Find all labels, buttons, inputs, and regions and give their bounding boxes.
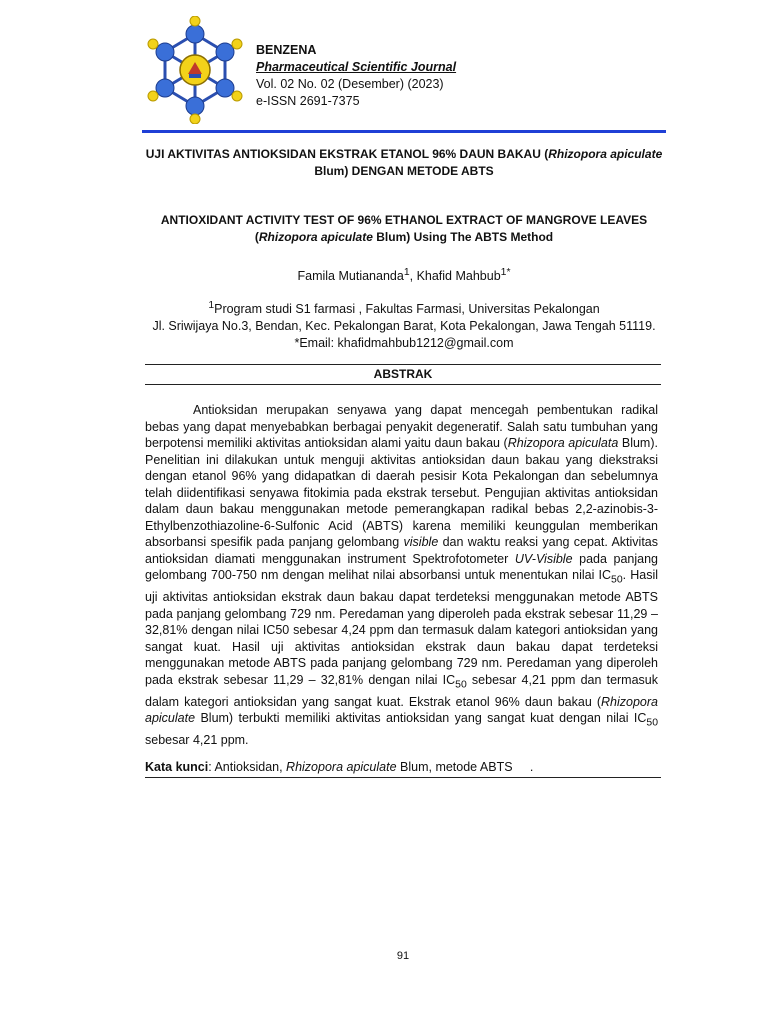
affiliation-address: Jl. Sriwijaya No.3, Bendan, Kec. Pekalongan Barat, Kota Pekalongan, Jawa Tengah 51119. (152, 319, 656, 334)
journal-header (256, 42, 456, 110)
corresponding-email[interactable]: *Email: khafidmahbub1212@gmail.com (294, 336, 514, 351)
title-indonesian: UJI AKTIVITAS ANTIOKSIDAN EKSTRAK ETANOL 96% DAUN BAKAU (Rhizopora apiculate Blum) DENGAN METODE ABTS (145, 147, 663, 178)
author-name: Khafid Mahbub (416, 269, 501, 284)
journal-volume: Vol. 02 No. 02 (Desember) (2023) (256, 77, 444, 91)
author-name: Famila Mutiananda (297, 269, 404, 284)
keywords: Kata kunci: Antioksidan, Rhizopora apiculate Blum, metode ABTS . (145, 760, 534, 774)
affiliation-program: Program studi S1 farmasi , Fakultas Farmasi, Universitas Pekalongan (214, 302, 600, 317)
journal-subtitle[interactable]: Pharmaceutical Scientific Journal (256, 60, 457, 74)
journal-name: BENZENA (256, 43, 317, 57)
title-species: Rhizopora apiculate (258, 230, 373, 244)
journal-logo (143, 16, 248, 124)
abstract-body: Antioksidan merupakan senyawa yang dapat mencegah pembentukan radikal bebas yang dapat menyebabkan berbagai penyakit degeneratif. Salah satu tumbuhan yang berpotensi memiliki aktivitas antioksidan alami yaitu daun bakau (Rhizopora apiculata Blum). Penelitian ini dilakukan untuk menguji aktivitas antioksidan daun bakau yang diekstraksi dengan etanol 96% yang didapatkan di daerah pesisir Kota Pekalongan dan sebelumnya telah diidentifikasi senyawa fitokimia pada ekstrak tersebut. Pengujian aktivitas antioksidan dalam daun bakau menggunakan metode pemerangkapan radikal bebas 2,2-azinobis-3-Ethylbenzothiazoline-6-Sulfonic Acid (ABTS) karena memiliki keunggulan memberikan absorbansi spesifik pada panjang gelombang visible dan waktu reaksi yang cepat. Aktivitas antioksidan diamati menggunakan instrument Spektrofotometer UV-Visible pada panjang gelombang 700-750 nm dengan melihat nilai absorbansi untuk menentukan nilai $IC_{50}$. Hasil uji aktivitas antioksidan ekstrak daun bakau dapat terdeteksi menggunakan metode ABTS pada panjang gelombang 729 nm. Peredaman yang diperoleh pada ekstrak sebesar 11,29 – 32,81% dengan nilai IC50 sebesar 4,24 ppm dan termasuk dalam kategori antioksidan yang sangat kuat. Hasil uji aktivitas antioksidan ekstrak daun bakau dapat terdeteksi menggunakan metode ABTS pada panjang gelombang 729 nm. Peredaman yang diperoleh pada ekstrak sebesar 11,29 – 32,81% dengan nilai $IC_{50}$ sebesar 4,21 ppm dan termasuk dalam kategori antioksidan yang sangat kuat. Ekstrak etanol 96% daun bakau (Rhizopora apiculate Blum) terbukti memiliki aktivitas antioksidan yang sangat kuat dengan nilai $IC_{50}$ sebesar 4,21 ppm. (145, 403, 659, 747)
title-english: ANTIOXIDANT ACTIVITY TEST OF 96% ETHANOL EXTRACT OF MANGROVE LEAVES (Rhizopora apiculate Blum) Using The ABTS Method (160, 213, 648, 244)
keywords-rule (145, 777, 661, 778)
header-rule (142, 130, 666, 133)
keywords-label: Kata kunci (145, 760, 209, 774)
affiliation: $^1$Program studi S1 farmasi , Fakultas Farmasi, Universitas Pekalongan Jl. Sriwijaya No.3, Bendan, Kec. Pekalongan Barat, Kota Pekalongan, Jawa Tengah 51119. *Email: khafidmahbub1212@gmail.com (140, 297, 668, 352)
title-species: Rhizopora apiculate (548, 147, 663, 161)
page-number: 91 (396, 950, 410, 962)
authors: Famila Mutiananda$^1$, Khafid Mahbub$^{1*}$ (297, 267, 511, 284)
abstract-heading: ABSTRAK (145, 364, 661, 385)
journal-issn: e-ISSN 2691-7375 (256, 94, 360, 108)
